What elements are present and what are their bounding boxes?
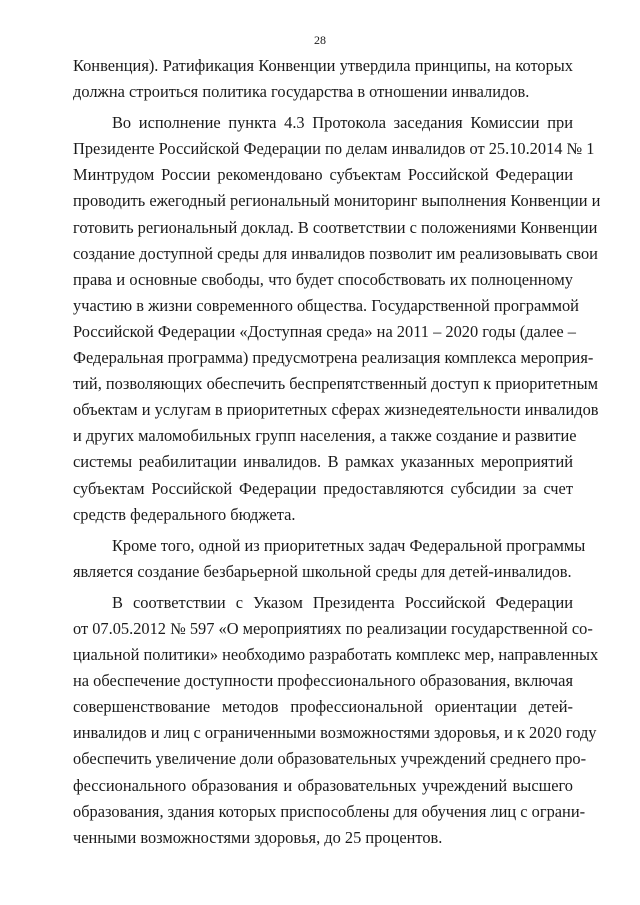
text-line: создание доступной среды для инвалидов позволит им реализовывать свои	[73, 243, 598, 263]
text-line: обеспечить увеличение доли образовательных учреждений среднего про-	[73, 749, 587, 769]
text-line: и других маломобильных групп населения, а также создание и развитие	[73, 426, 577, 446]
text-line: Конвенция). Ратификация Конвенции утвердила принципы, на которых	[73, 56, 573, 75]
text-line: права и основные свободы, что будет способствовать их полноценному	[73, 269, 573, 289]
text-line: средств федерального бюджета.	[73, 504, 296, 524]
text-line: от 07.05.2012 № 597 «О мероприятиях по реализации государственной со-	[73, 618, 593, 638]
body-text	[73, 53, 601, 851]
text-line: Федеральная программа) предусмотрена реализация комплекса мероприя-	[73, 348, 594, 368]
text-line: тий, позволяющих обеспечить беспрепятственный доступ к приоритетным	[73, 374, 598, 394]
text-line: готовить региональный доклад. В соответствии с положениями Конвенции	[73, 217, 598, 237]
text-line: Во исполнение пункта 4.3 Протокола заседания Комиссии при	[112, 113, 573, 133]
text-line: Кроме того, одной из приоритетных задач Федеральной программы	[112, 535, 586, 555]
text-line: субъектам Российской Федерации предоставляются субсидии за счет	[73, 478, 573, 498]
page-number: 28	[314, 33, 326, 47]
text-line: Российской Федерации «Доступная среда» на 2011 – 2020 годы (далее –	[73, 321, 576, 341]
text-line: участию в жизни современного общества. Государственной программой	[73, 295, 579, 315]
text-line: фессионального образования и образовательных учреждений высшего	[73, 775, 573, 795]
text-line: ченными возможностями здоровья, до 25 процентов.	[73, 827, 443, 847]
text-line: является создание безбарьерной школьной среды для детей-инвалидов.	[73, 561, 572, 581]
text-line: Президенте Российской Федерации по делам инвалидов от 25.10.2014 № 1	[73, 139, 595, 159]
text-line: системы реабилитации инвалидов. В рамках указанных мероприятий	[73, 452, 573, 472]
text-line: объектам и услугам в приоритетных сферах жизнедеятельности инвалидов	[73, 400, 599, 420]
text-line: В соответствии с Указом Президента Российской Федерации	[112, 592, 573, 612]
text-line: Минтрудом России рекомендовано субъектам Российской Федерации	[73, 165, 573, 185]
text-line: должна строиться политика государства в отношении инвалидов.	[73, 82, 530, 102]
text-line: совершенствование методов профессиональной ориентации детей-	[73, 697, 573, 717]
text-line: проводить ежегодный региональный мониторинг выполнения Конвенции и	[73, 191, 601, 211]
text-line: циальной политики» необходимо разработать комплекс мер, направленных	[73, 645, 599, 665]
text-line: инвалидов и лиц с ограниченными возможностями здоровья, и к 2020 году	[73, 723, 597, 743]
text-line: на обеспечение доступности профессионального образования, включая	[73, 671, 573, 691]
text-line: образования, здания которых приспособлены для обучения лиц с ограни-	[73, 801, 586, 821]
